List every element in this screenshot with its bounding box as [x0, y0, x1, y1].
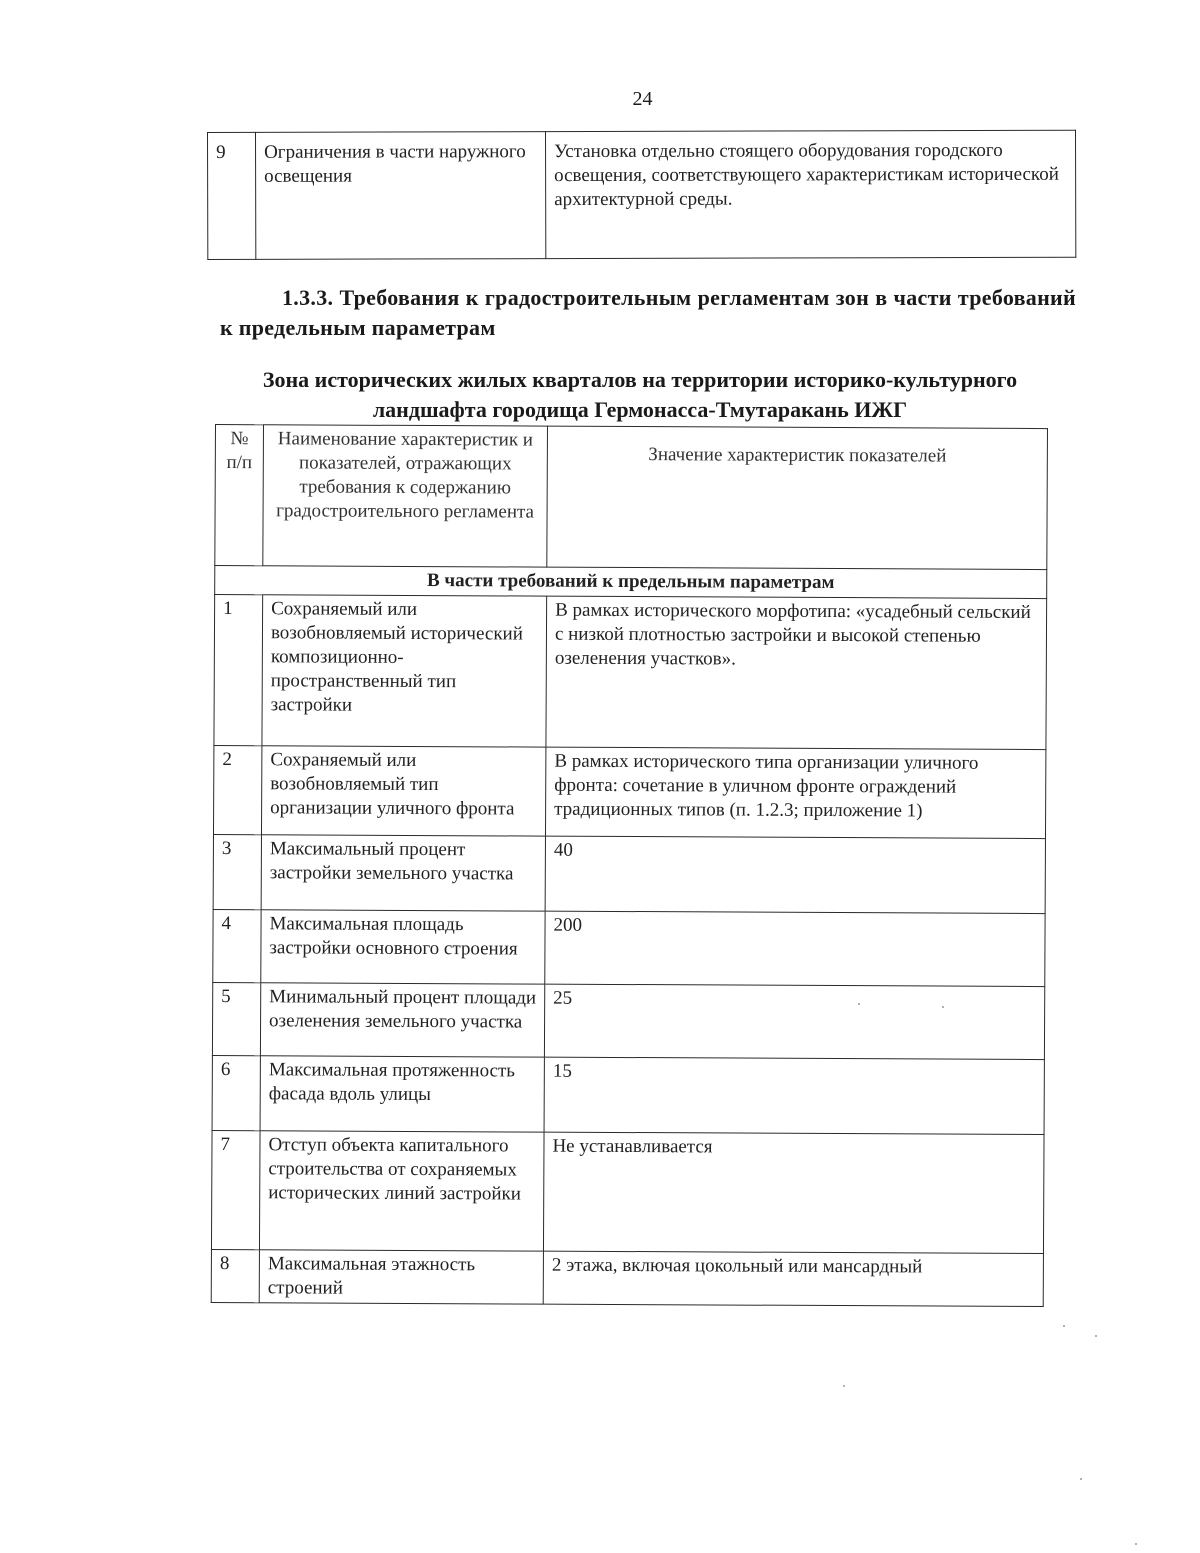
- row-number: 7: [211, 1130, 260, 1249]
- parameters-table: [211, 424, 1048, 1307]
- header-value: Значение характеристик показателей: [547, 426, 1048, 569]
- scan-speck: [1095, 1335, 1097, 1337]
- table-row: [211, 1249, 1043, 1306]
- header-name: Наименование характеристик и показателей, отражающих требования к содержанию градостроительного регламента: [263, 425, 548, 567]
- characteristic-name: Сохраняемый или возобновляемый тип организации уличного фронта: [261, 746, 545, 836]
- characteristic-value: Установка отдельно стоящего оборудования городского освещения, соответствующего характеристикам исторической архитектурной среды.: [546, 130, 1076, 258]
- page-number: 24: [632, 88, 653, 110]
- characteristic-value: Не устанавливается: [543, 1132, 1044, 1253]
- scan-speck: [942, 1006, 944, 1008]
- table-row: [211, 1130, 1044, 1253]
- row-number: 4: [213, 909, 261, 982]
- scan-speck: [1080, 1478, 1082, 1480]
- characteristic-value: В рамках исторического морфотипа: «усадебный сельский с низкой плотностью застройки и высокой степенью озеленения участков».: [546, 596, 1047, 749]
- table-row: [213, 909, 1045, 986]
- table-row: [212, 1055, 1044, 1134]
- characteristic-value: 15: [544, 1057, 1044, 1134]
- section-label: В части требований к предельным параметрам: [215, 566, 1047, 599]
- characteristic-name: Сохраняемый или возобновляемый исторический композиционно-пространственный тип застройки: [262, 595, 547, 747]
- table-row: [213, 834, 1045, 913]
- table-row: [208, 130, 1076, 259]
- section-row: [215, 566, 1047, 599]
- table-row: [212, 982, 1044, 1059]
- table-row: [214, 595, 1047, 750]
- table-row: [213, 745, 1045, 838]
- characteristic-name: Максимальная протяженность фасада вдоль улицы: [260, 1056, 544, 1132]
- characteristic-name: Максимальная площадь застройки основного строения: [261, 910, 545, 984]
- row-number: 9: [208, 132, 256, 259]
- characteristic-value: 25: [544, 984, 1044, 1059]
- characteristic-name: Отступ объекта капитального строительства от сохраняемых исторических линий застройки: [259, 1131, 544, 1251]
- characteristic-name: Максимальная этажность строений: [259, 1250, 543, 1304]
- row-number: 3: [213, 834, 261, 909]
- row-number: 8: [211, 1249, 259, 1302]
- characteristic-value: 40: [545, 836, 1045, 913]
- characteristic-name: Ограничения в части наружного освещения: [256, 132, 546, 260]
- row-number: 5: [212, 982, 260, 1055]
- zone-title: Зона исторических жилых кварталов на территории историко-культурного ландшафта городища Гермонасса-Тмутаракань ИЖГ: [262, 367, 1018, 422]
- row-number: 6: [212, 1055, 260, 1130]
- scan-speck: [858, 1003, 860, 1005]
- row-number: 1: [214, 595, 263, 746]
- header-row: [215, 425, 1048, 570]
- section-heading: 1.3.3. Требования к градостроительным регламентам зон в части требований к предельным параметрам: [220, 285, 1076, 340]
- scan-speck: [1063, 1325, 1065, 1327]
- header-number: № п/п: [215, 425, 264, 566]
- characteristic-value: 200: [545, 911, 1045, 986]
- scan-speck: [843, 1385, 845, 1387]
- row-number: 2: [213, 745, 261, 834]
- characteristic-name: Минимальный процент площади озеленения земельного участка: [260, 983, 544, 1057]
- scan-speck: [1135, 1543, 1137, 1545]
- top-table: [207, 130, 1076, 260]
- characteristic-value: В рамках исторического типа организации уличного фронта: сочетание в уличном фронте ограждений традиционных типов (п. 1.2.3; приложение 1): [545, 747, 1045, 838]
- characteristic-name: Максимальный процент застройки земельного участка: [261, 835, 545, 911]
- characteristic-value: 2 этажа, включая цокольный или мансардный: [543, 1251, 1043, 1306]
